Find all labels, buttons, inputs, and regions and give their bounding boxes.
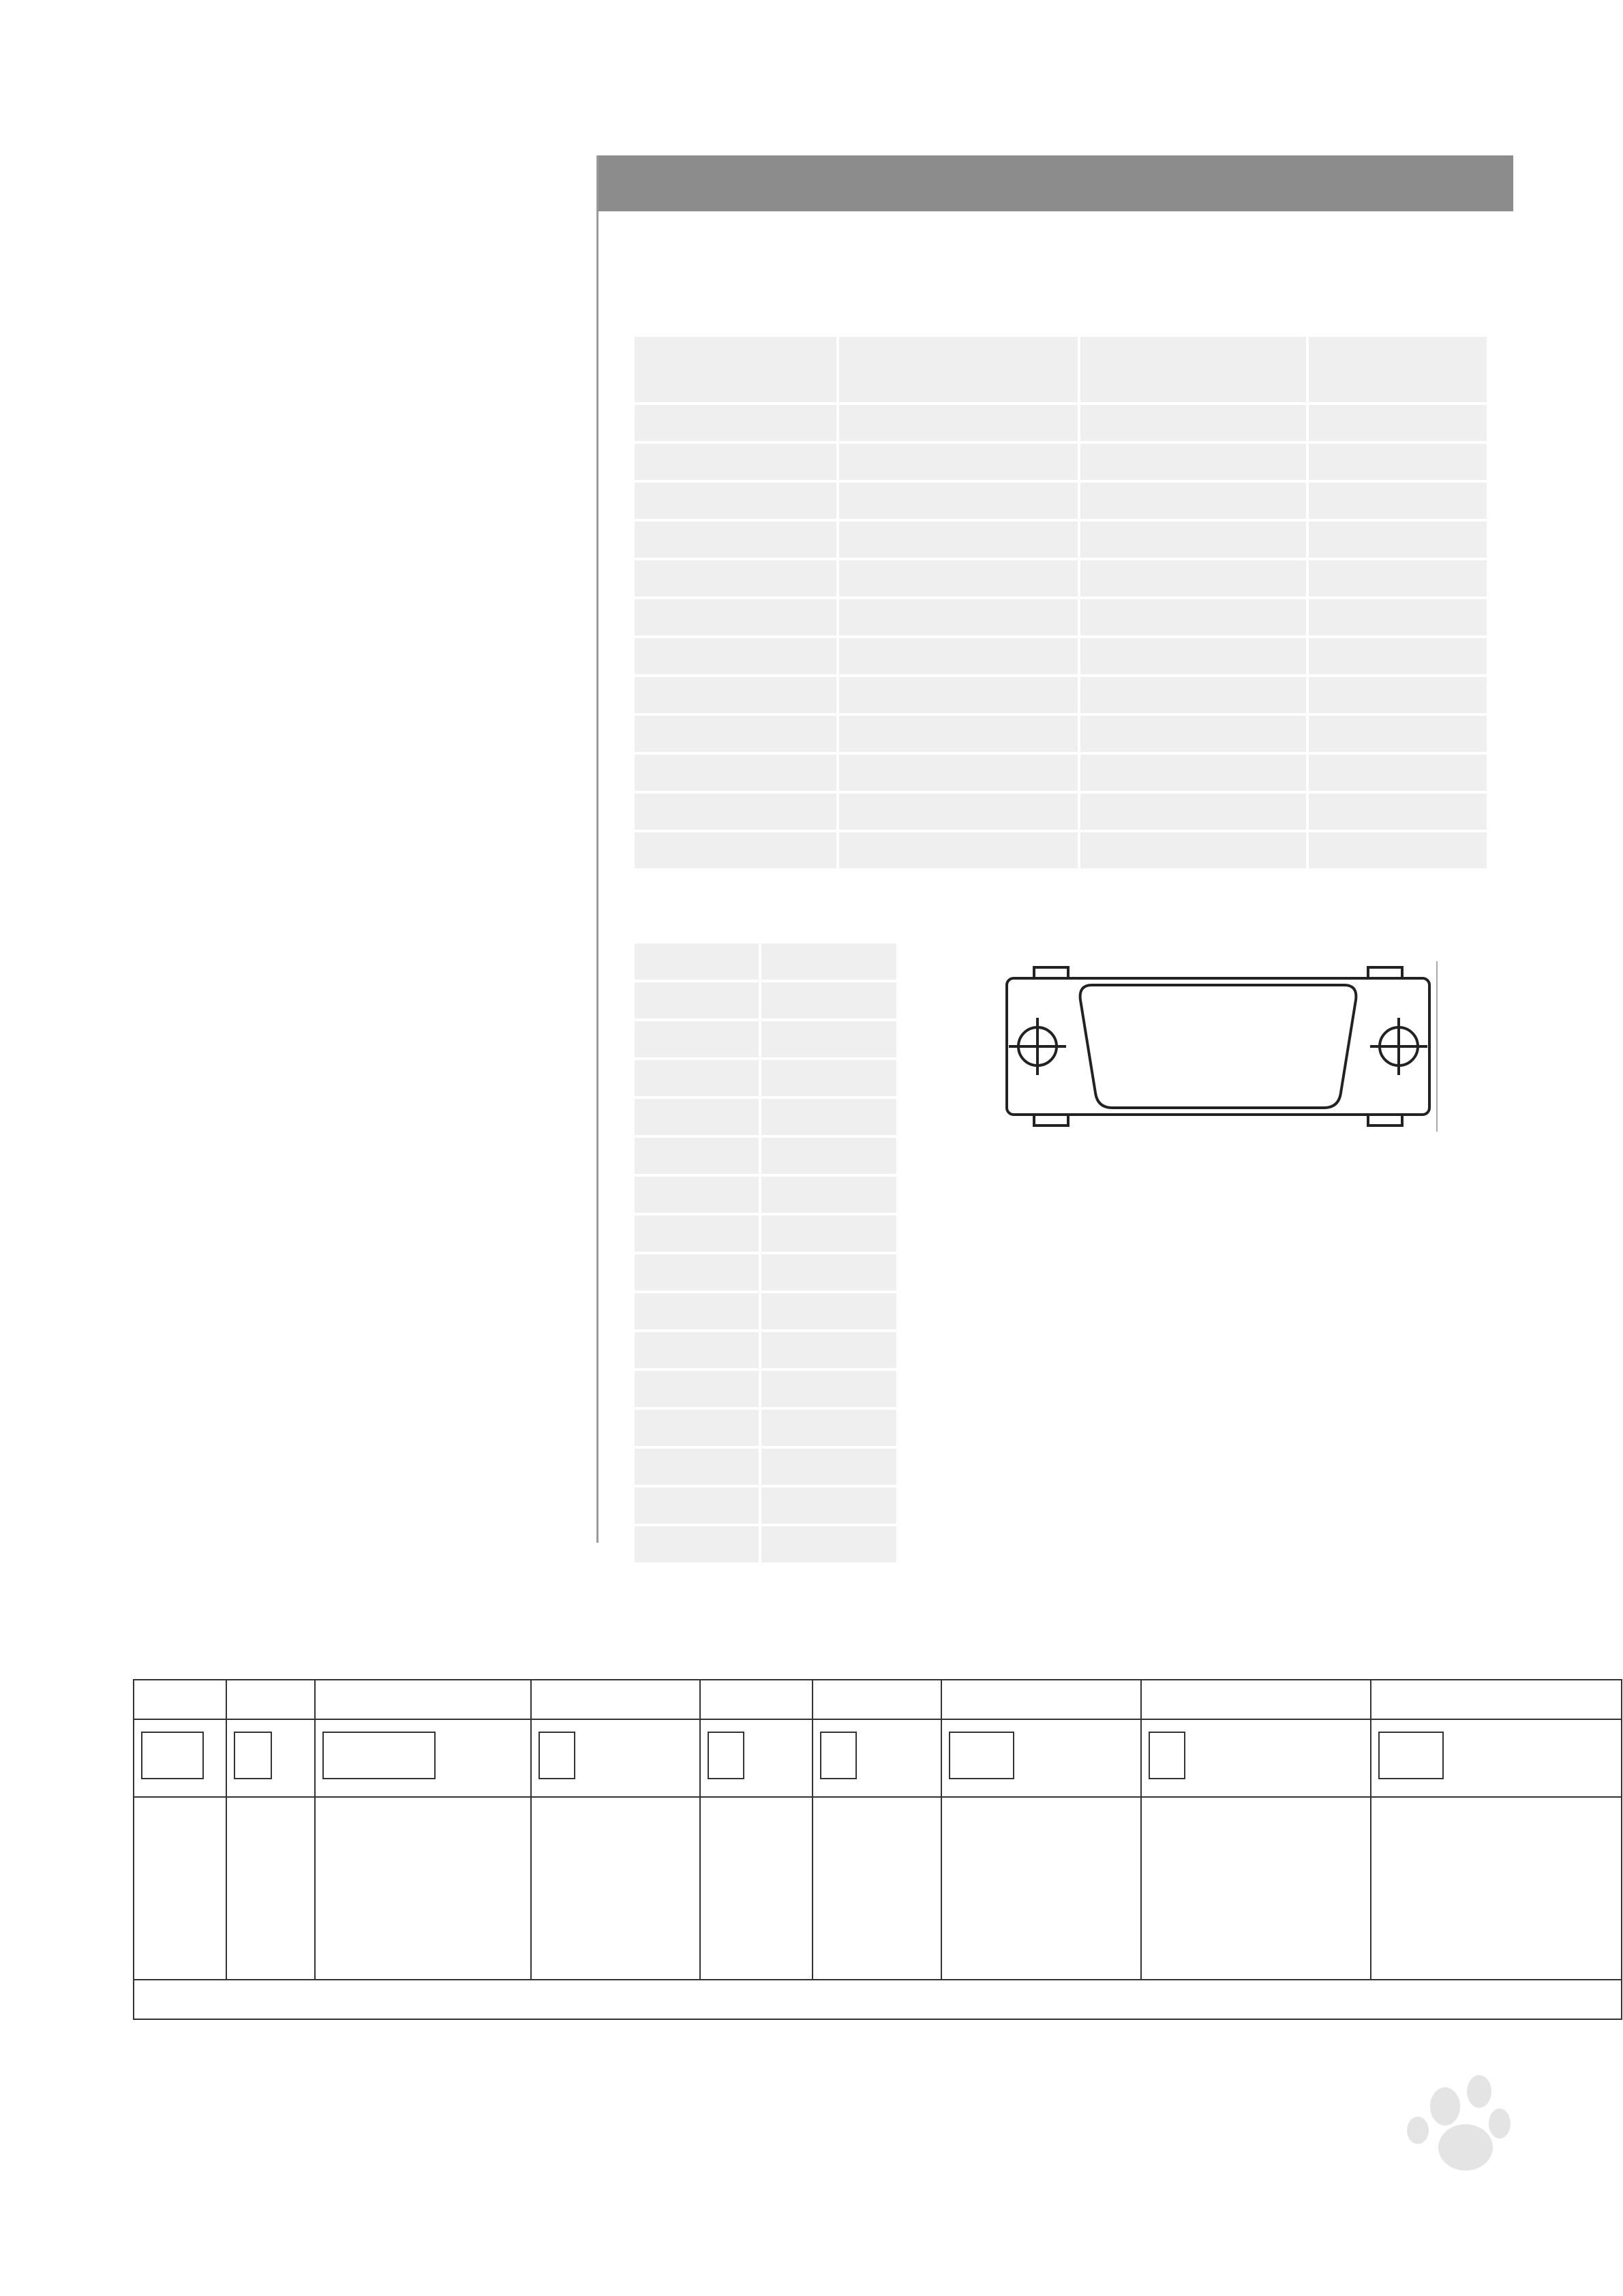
output-options (1141, 1797, 1371, 1980)
cable-pin-table (632, 334, 1489, 871)
type-entry-box[interactable] (141, 1732, 204, 1779)
table-row (635, 1138, 896, 1174)
table-row (635, 1099, 896, 1135)
table-row (635, 1332, 896, 1368)
subd-pin-table (632, 941, 899, 1565)
model-entry-box[interactable] (234, 1732, 272, 1779)
table-header-row (635, 943, 896, 980)
table-row (635, 1215, 896, 1252)
ordering-footnote (134, 1980, 1622, 2019)
ordering-footnote-row (134, 1980, 1622, 2019)
vertical-divider (596, 155, 598, 1543)
connection-entry-box[interactable] (1378, 1732, 1444, 1779)
table-row (635, 677, 1487, 713)
table-row (635, 1177, 896, 1213)
table-row (635, 1410, 896, 1446)
voltage-options (531, 1797, 701, 1980)
col-header-k (1080, 337, 1306, 402)
col-mounting (941, 1680, 1141, 1719)
output-entry-box[interactable] (1149, 1732, 1185, 1779)
col-output (1141, 1680, 1371, 1719)
col-header-color (635, 337, 836, 402)
ordering-header-row (134, 1680, 1622, 1719)
voltage-entry-box[interactable] (539, 1732, 575, 1779)
col-header-r (839, 337, 1078, 402)
col-header-i (1309, 337, 1487, 402)
col-spring (700, 1680, 813, 1719)
type-value (134, 1797, 226, 1980)
table-row (635, 1254, 896, 1290)
table-row (635, 1371, 896, 1407)
protection-entry-box[interactable] (820, 1732, 857, 1779)
table-row (635, 405, 1487, 441)
connection-options (1371, 1797, 1622, 1980)
protection-options (813, 1797, 941, 1980)
connector-shell (1007, 978, 1429, 1115)
table-row (635, 1526, 896, 1562)
spring-options (700, 1797, 813, 1980)
table-row (635, 982, 896, 1018)
table-row (635, 444, 1487, 480)
table-row (635, 794, 1487, 830)
model-value (226, 1797, 315, 1980)
table-row (635, 638, 1487, 674)
table-row (635, 716, 1487, 752)
table-row (635, 522, 1487, 558)
table-row (635, 1021, 896, 1057)
subheader (598, 213, 1513, 269)
mounting-options (941, 1797, 1141, 1980)
table-row (635, 1060, 896, 1096)
spring-entry-box[interactable] (708, 1732, 744, 1779)
table-row (635, 560, 1487, 596)
col-pulses (315, 1680, 531, 1719)
subd15-connector-diagram (997, 958, 1446, 1135)
ordering-table (133, 1679, 1622, 2020)
table-row (635, 483, 1487, 519)
table-row (635, 755, 1487, 791)
col-protection (813, 1680, 941, 1719)
col-connection (1371, 1680, 1622, 1719)
table-row (635, 1487, 896, 1524)
title-bar (598, 155, 1513, 211)
ordering-options-row (134, 1797, 1622, 1980)
table-row (635, 1449, 896, 1485)
pulses-entry-box[interactable] (322, 1732, 436, 1779)
table-row (635, 832, 1487, 868)
col-type (134, 1680, 226, 1719)
pulses-options (315, 1797, 531, 1980)
table-row (635, 599, 1487, 635)
baidu-watermark (1145, 2059, 1527, 2256)
ordering-entry-row (134, 1719, 1622, 1797)
col-model (226, 1680, 315, 1719)
table-row (635, 1293, 896, 1329)
col-voltage (531, 1680, 701, 1719)
mounting-entry-box[interactable] (949, 1732, 1014, 1779)
table-header-row (635, 337, 1487, 402)
connector-d-shape (1080, 985, 1356, 1108)
